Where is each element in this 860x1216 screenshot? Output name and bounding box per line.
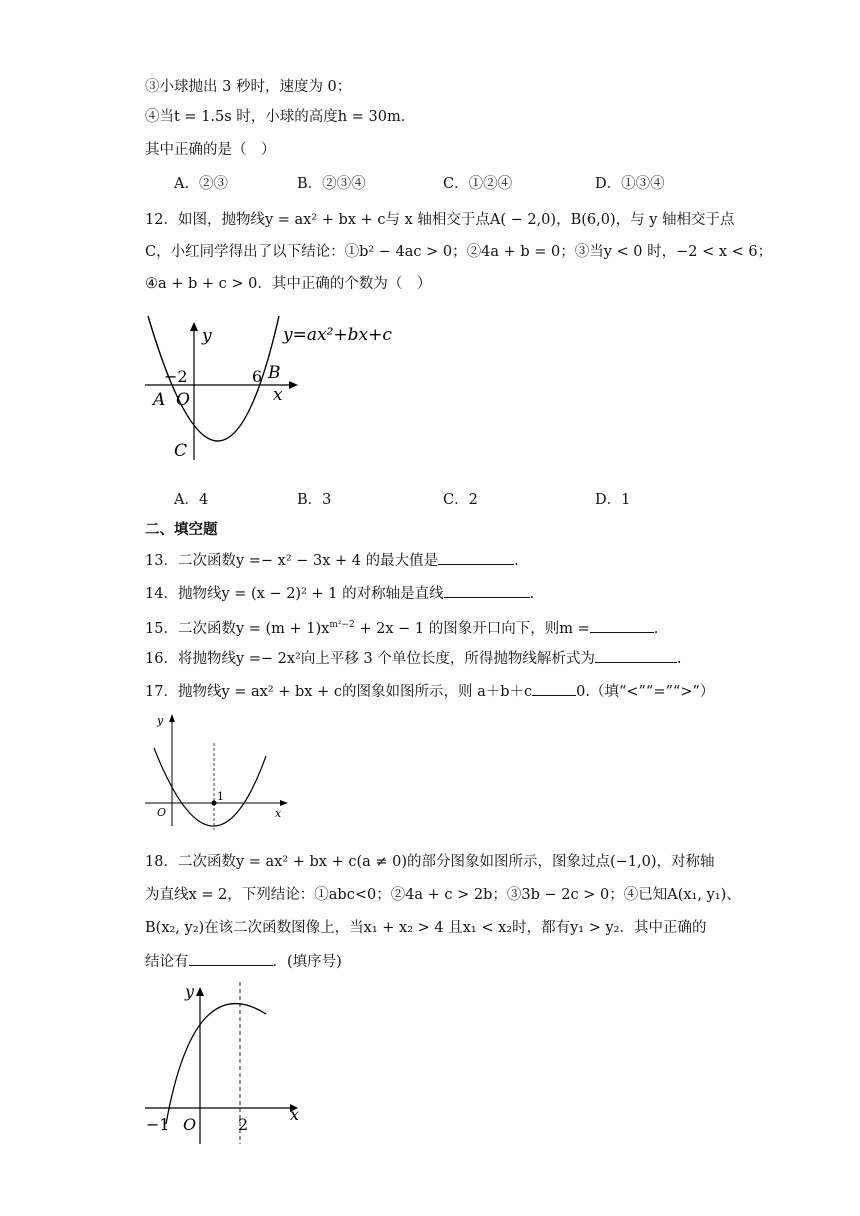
q14-answer-blank[interactable] xyxy=(444,583,530,598)
q13-answer-blank[interactable] xyxy=(438,550,514,565)
q12-point-b: B xyxy=(268,363,281,383)
q17-answer-blank[interactable] xyxy=(532,681,576,696)
q18-line-3: B(x₂, y₂)在该二次函数图像上，当x₁ + x₂ > 4 且x₁ < x₂时，都有y₁ > y₂．其中正确的 xyxy=(145,920,707,936)
q15-text xyxy=(145,615,658,639)
q12-option-d: D．1 xyxy=(595,492,631,508)
q12-origin: O xyxy=(176,390,190,410)
q12-neg2-label: −2 xyxy=(164,367,188,386)
q15-period: . xyxy=(653,620,659,637)
q12-equation-label: y=ax²+bx+c xyxy=(283,325,392,345)
q12-point-a: A xyxy=(153,390,166,410)
q14-period: . xyxy=(529,586,535,602)
q17-y-label: y xyxy=(157,714,164,727)
q18-parabola-figure xyxy=(140,978,310,1148)
q12-option-a: A．4 xyxy=(174,492,209,508)
q17-text xyxy=(145,681,714,702)
q17-origin: O xyxy=(157,806,167,819)
q12-option-c: C．2 xyxy=(443,492,478,508)
q18-line-1: 18．二次函数y = ax² + bx + c(a ≠ 0)的部分图象如图所示，图象过点(−1,0)，对称轴 xyxy=(145,854,715,870)
q18-two-label: 2 xyxy=(238,1115,249,1134)
q18-neg1-label: −1 xyxy=(146,1115,170,1134)
q11-option-a: A．②③ xyxy=(174,176,228,192)
q15-exponent: m²−2 xyxy=(329,620,355,630)
q16-period: . xyxy=(676,651,682,667)
q12-x-label: x xyxy=(273,385,283,405)
q13-stem: 13．二次函数y =− x² − 3x + 4 的最大值是 xyxy=(145,553,439,569)
q17-one-label: 1 xyxy=(217,790,224,803)
q14-stem: 14．抛物线y = (x − 2)² + 1 的对称轴是直线 xyxy=(145,586,444,602)
q12-line-2: C，小红同学得出了以下结论：①b² − 4ac > 0；②4a + b = 0；③当y < 0 时，−2 < x < 6； xyxy=(145,244,773,260)
q12-parabola-figure xyxy=(140,310,400,470)
q11-option-b: B．②③④ xyxy=(297,176,366,192)
q12-point-c: C xyxy=(174,441,188,461)
q15-stem-after: + 2x − 1 的图象开口向下，则m = xyxy=(354,620,590,637)
q18-line-4-stem: 结论有 xyxy=(145,954,189,970)
q17-parabola-figure xyxy=(140,708,300,830)
q12-option-b: B．3 xyxy=(297,492,332,508)
q11-option-c: C．①②④ xyxy=(443,176,513,192)
q18-line-2: 为直线x = 2，下列结论：①abc<0；②4a + c > 2b；③3b − 2c > 0；④已知A(x₁, y₁)、 xyxy=(145,887,741,903)
q11-option-d: D．①③④ xyxy=(595,176,665,192)
q17-x-label: x xyxy=(275,807,282,820)
q11-statement-3: ③小球抛出 3 秒时，速度为 0； xyxy=(145,79,352,95)
q13-text xyxy=(145,550,519,571)
q18-y-label: y xyxy=(185,982,195,1001)
q18-answer-blank[interactable] xyxy=(189,951,273,966)
q15-stem-before: 15．二次函数y = (m + 1)x xyxy=(145,620,330,637)
q12-six-label: 6 xyxy=(252,367,263,386)
q16-answer-blank[interactable] xyxy=(595,648,677,663)
q18-line-4-tail: ．(填序号) xyxy=(272,954,342,970)
q13-period: . xyxy=(514,553,519,569)
q17-stem: 17．抛物线y = ax² + bx + c的图象如图所示，则 a＋b＋c xyxy=(145,684,533,700)
q18-origin: O xyxy=(183,1115,197,1134)
q15-answer-blank[interactable] xyxy=(590,618,654,633)
q12-y-label: y xyxy=(202,326,212,346)
q11-prompt: 其中正确的是（ ） xyxy=(145,142,276,158)
q16-stem: 16．将抛物线y =− 2x²向上平移 3 个单位长度，所得抛物线解析式为 xyxy=(145,651,595,667)
q18-x-label: x xyxy=(290,1105,300,1124)
section-fill-in-title: 二、填空题 xyxy=(145,522,218,538)
q16-text xyxy=(145,648,681,669)
q18-line-4 xyxy=(145,951,342,972)
q14-text xyxy=(145,583,534,604)
q11-statement-4: ④当t = 1.5s 时，小球的高度h = 30m． xyxy=(145,109,416,125)
q12-line-1: 12．如图，抛物线y = ax² + bx + c与 x 轴相交于点A( − 2,0)，B(6,0)，与 y 轴相交于点 xyxy=(145,212,735,228)
q12-line-3: ④a + b + c > 0．其中正确的个数为（ ） xyxy=(145,276,432,292)
q17-tail: 0.（填“<”“=”“>”） xyxy=(576,684,715,700)
